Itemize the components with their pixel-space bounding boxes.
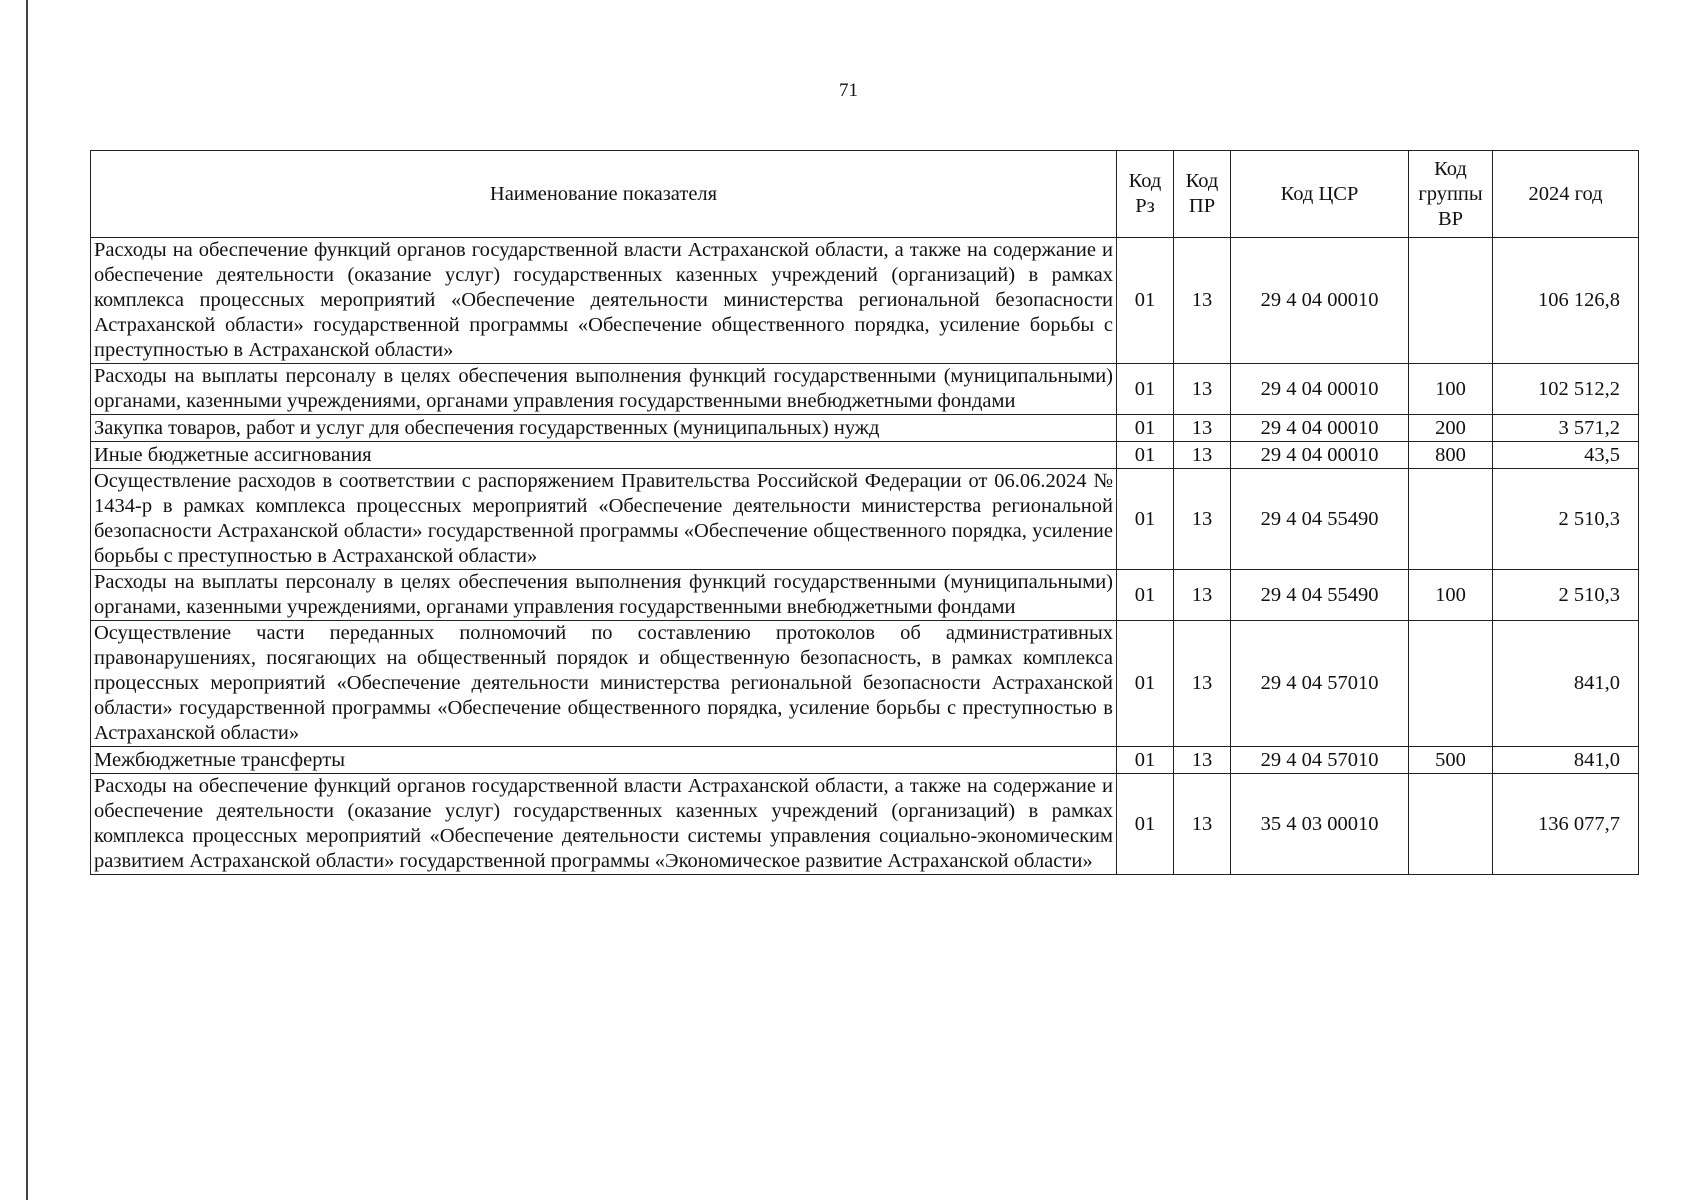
row-vr: 500 [1409, 747, 1493, 774]
row-rz: 01 [1117, 570, 1174, 621]
row-rz: 01 [1117, 415, 1174, 442]
row-pr: 13 [1174, 469, 1231, 570]
row-pr: 13 [1174, 774, 1231, 875]
row-pr: 13 [1174, 570, 1231, 621]
table-row [91, 238, 1639, 364]
table-row [91, 774, 1639, 875]
table-row [91, 469, 1639, 570]
row-pr: 13 [1174, 415, 1231, 442]
row-csr: 29 4 04 00010 [1231, 238, 1409, 364]
row-amount: 43,5 [1493, 442, 1639, 469]
row-pr: 13 [1174, 238, 1231, 364]
row-amount: 102 512,2 [1493, 364, 1639, 415]
binding-edge-line [26, 0, 28, 1200]
row-vr [1409, 774, 1493, 875]
row-name: Осуществление части переданных полномочий по составлению протоколов об административных правонарушениях, посягающих на общественный порядок и общественную безопасность, в рамках комплекса процессных мероприятий «Обеспечение деятельности министерства региональной безопасности Астраханской области» государственной программы «Обеспечение общественного порядка, усиление борьбы с преступностью в Астраханской области» [91, 621, 1117, 747]
row-rz: 01 [1117, 442, 1174, 469]
table-header-row [91, 151, 1639, 238]
row-rz: 01 [1117, 774, 1174, 875]
row-vr: 800 [1409, 442, 1493, 469]
row-csr: 29 4 04 57010 [1231, 621, 1409, 747]
row-name: Закупка товаров, работ и услуг для обеспечения государственных (муниципальных) нужд [91, 415, 1117, 442]
row-vr: 100 [1409, 570, 1493, 621]
row-csr: 29 4 04 55490 [1231, 570, 1409, 621]
row-csr: 29 4 04 00010 [1231, 442, 1409, 469]
row-rz: 01 [1117, 621, 1174, 747]
row-amount: 136 077,7 [1493, 774, 1639, 875]
header-csr: Код ЦСР [1231, 151, 1409, 238]
row-pr: 13 [1174, 747, 1231, 774]
table-row [91, 570, 1639, 621]
table-row [91, 364, 1639, 415]
row-csr: 29 4 04 00010 [1231, 364, 1409, 415]
header-name: Наименование показателя [91, 151, 1117, 238]
header-rz: Код Рз [1117, 151, 1174, 238]
row-name: Иные бюджетные ассигнования [91, 442, 1117, 469]
row-name: Осуществление расходов в соответствии с распоряжением Правительства Российской Федерации от 06.06.2024 № 1434-р в рамках комплекса процессных мероприятий «Обеспечение деятельности министерства региональной безопасности Астраханской области» государственной программы «Обеспечение общественного порядка, усиление борьбы с преступностью в Астраханской области» [91, 469, 1117, 570]
row-csr: 35 4 03 00010 [1231, 774, 1409, 875]
row-amount: 3 571,2 [1493, 415, 1639, 442]
table-row [91, 747, 1639, 774]
row-csr: 29 4 04 55490 [1231, 469, 1409, 570]
row-csr: 29 4 04 57010 [1231, 747, 1409, 774]
row-amount: 2 510,3 [1493, 570, 1639, 621]
row-pr: 13 [1174, 621, 1231, 747]
row-amount: 841,0 [1493, 747, 1639, 774]
row-amount: 841,0 [1493, 621, 1639, 747]
row-vr: 100 [1409, 364, 1493, 415]
row-csr: 29 4 04 00010 [1231, 415, 1409, 442]
row-rz: 01 [1117, 238, 1174, 364]
page-number: 71 [839, 80, 858, 101]
row-rz: 01 [1117, 747, 1174, 774]
budget-table [90, 150, 1639, 875]
row-name: Расходы на обеспечение функций органов государственной власти Астраханской области, а также на содержание и обеспечение деятельности (оказание услуг) государственных казенных учреждений (организаций) в рамках комплекса процессных мероприятий «Обеспечение деятельности системы управления социально-экономическим развитием Астраханской области» государственной программы «Экономическое развитие Астраханской области» [91, 774, 1117, 875]
table-row [91, 415, 1639, 442]
row-vr [1409, 238, 1493, 364]
header-pr: Код ПР [1174, 151, 1231, 238]
table-row [91, 621, 1639, 747]
row-vr [1409, 621, 1493, 747]
row-name: Расходы на обеспечение функций органов государственной власти Астраханской области, а также на содержание и обеспечение деятельности (оказание услуг) государственных казенных учреждений (организаций) в рамках комплекса процессных мероприятий «Обеспечение деятельности министерства региональной безопасности Астраханской области» государственной программы «Обеспечение общественного порядка, усиление борьбы с преступностью в Астраханской области» [91, 238, 1117, 364]
row-amount: 2 510,3 [1493, 469, 1639, 570]
row-amount: 106 126,8 [1493, 238, 1639, 364]
row-name: Межбюджетные трансферты [91, 747, 1117, 774]
header-amount: 2024 год [1493, 151, 1639, 238]
row-vr: 200 [1409, 415, 1493, 442]
row-rz: 01 [1117, 364, 1174, 415]
row-name: Расходы на выплаты персоналу в целях обеспечения выполнения функций государственными (муниципальными) органами, казенными учреждениями, органами управления государственными внебюджетными фондами [91, 570, 1117, 621]
row-name: Расходы на выплаты персоналу в целях обеспечения выполнения функций государственными (муниципальными) органами, казенными учреждениями, органами управления государственными внебюджетными фондами [91, 364, 1117, 415]
row-rz: 01 [1117, 469, 1174, 570]
table-row [91, 442, 1639, 469]
row-pr: 13 [1174, 442, 1231, 469]
row-pr: 13 [1174, 364, 1231, 415]
row-vr [1409, 469, 1493, 570]
header-vr: Код группы ВР [1409, 151, 1493, 238]
